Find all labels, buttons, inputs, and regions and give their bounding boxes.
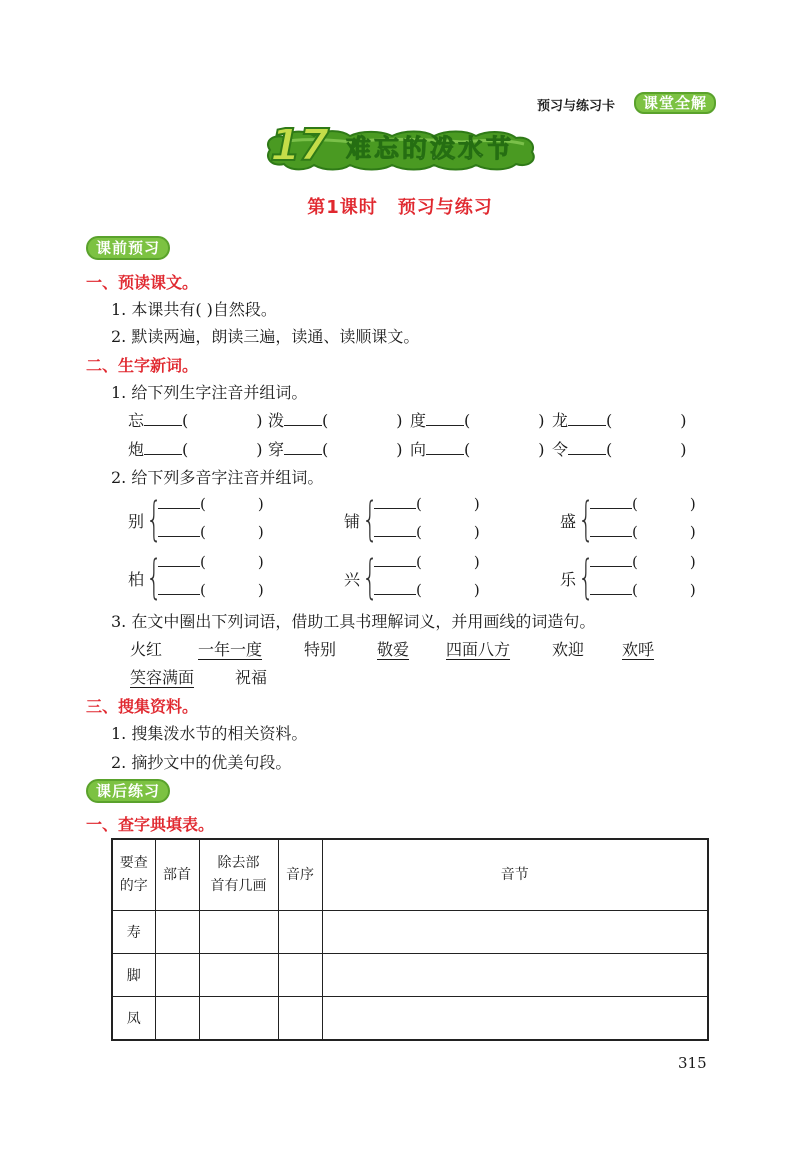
table-row <box>112 954 708 997</box>
poly-line: ( ) <box>374 494 480 513</box>
answer-blank[interactable] <box>158 552 200 567</box>
col-header: 音节 <box>322 839 708 911</box>
session-part2: 预习与练习 <box>397 197 493 218</box>
answer-blank[interactable] <box>426 411 464 426</box>
answer-cell[interactable] <box>155 954 199 997</box>
word-underlined: 敬爱 <box>377 640 410 659</box>
poly-line: ( ) <box>158 494 264 513</box>
poly-line: ( ) <box>590 494 696 513</box>
col-header-line: 除去部 <box>217 855 260 871</box>
s2-q1: 1. 给下列生字注音并组词。 <box>111 383 308 402</box>
section2-heading: 二、生字新词。 <box>86 356 199 375</box>
left-brace-icon: { <box>362 550 379 604</box>
header-label: 预习与练习卡 <box>537 99 616 114</box>
col-header: 音序 <box>278 839 322 911</box>
char: 度 <box>410 411 427 430</box>
answer-blank[interactable] <box>144 440 182 455</box>
answer-blank[interactable] <box>374 580 416 595</box>
left-brace-icon: { <box>578 550 595 604</box>
poly-char: 柏 <box>128 570 145 589</box>
answer-cell[interactable] <box>199 911 278 954</box>
poly-char: 盛 <box>560 512 577 531</box>
answer-cell[interactable] <box>199 954 278 997</box>
s1-item-2: 2. 默读两遍，朗读三遍，读通、读顺课文。 <box>111 327 420 346</box>
answer-cell[interactable] <box>322 911 708 954</box>
poly-line: ( ) <box>590 522 696 541</box>
preview-badge: 课前预习 <box>86 236 170 260</box>
answer-blank[interactable] <box>590 580 632 595</box>
practice-badge: 课后练习 <box>86 779 170 803</box>
lesson-number: 17 <box>270 120 328 171</box>
word-underlined: 四面八方 <box>446 640 511 659</box>
pinyin-item: 泼 ( ) <box>268 411 403 430</box>
pinyin-item: 令 ( ) <box>552 440 687 459</box>
pinyin-item: 忘 ( ) <box>128 411 263 430</box>
section1-heading: 一、预读课文。 <box>86 273 199 292</box>
poly-char: 乐 <box>560 570 577 589</box>
poly-char: 兴 <box>344 570 361 589</box>
left-brace-icon: { <box>578 492 595 546</box>
s1-item-1: 1. 本课共有( )自然段。 <box>111 300 277 319</box>
word: 特别 <box>304 640 337 659</box>
row-char: 凤 <box>112 997 155 1041</box>
answer-blank[interactable] <box>374 494 416 509</box>
char: 泼 <box>268 411 285 430</box>
answer-blank[interactable] <box>284 411 322 426</box>
pinyin-item: 穿 ( ) <box>268 440 403 459</box>
row-char: 寿 <box>112 911 155 954</box>
section3-heading: 三、搜集资料。 <box>86 697 199 716</box>
char: 向 <box>410 440 427 459</box>
poly-line: ( ) <box>590 552 696 571</box>
col-header-line: 首有几画 <box>210 878 267 894</box>
answer-blank[interactable] <box>374 552 416 567</box>
answer-blank[interactable] <box>144 411 182 426</box>
answer-cell[interactable] <box>278 911 322 954</box>
col-header <box>199 839 278 911</box>
poly-line: ( ) <box>374 522 480 541</box>
lesson-title: 难忘的泼水节 <box>346 134 515 163</box>
s2-q3: 3. 在文中圈出下列词语，借助工具书理解词义，并用画线的词造句。 <box>111 612 596 631</box>
s3-item-2: 2. 摘抄文中的优美句段。 <box>111 753 292 772</box>
table-row <box>112 997 708 1041</box>
col-header <box>112 839 155 911</box>
poly-line: ( ) <box>374 580 480 599</box>
session-part1: 第1课时 <box>307 197 378 218</box>
answer-cell[interactable] <box>199 997 278 1041</box>
answer-cell[interactable] <box>278 954 322 997</box>
answer-blank[interactable] <box>158 580 200 595</box>
table-header-row <box>112 839 708 911</box>
header-badge: 课堂全解 <box>634 92 716 114</box>
answer-blank[interactable] <box>568 440 606 455</box>
answer-blank[interactable] <box>158 522 200 537</box>
char: 忘 <box>128 411 145 430</box>
word-underlined: 一年一度 <box>198 640 263 659</box>
answer-blank[interactable] <box>374 522 416 537</box>
answer-cell[interactable] <box>278 997 322 1041</box>
poly-line: ( ) <box>374 552 480 571</box>
page-number: 315 <box>678 1054 707 1072</box>
dictionary-table <box>111 838 709 1041</box>
answer-blank[interactable] <box>590 522 632 537</box>
char: 龙 <box>552 411 569 430</box>
col-header: 部首 <box>155 839 199 911</box>
table-row <box>112 911 708 954</box>
s3-item-1: 1. 搜集泼水节的相关资料。 <box>111 724 308 743</box>
poly-char: 别 <box>128 512 145 531</box>
answer-cell[interactable] <box>155 997 199 1041</box>
answer-blank[interactable] <box>568 411 606 426</box>
poly-line: ( ) <box>158 580 264 599</box>
word: 祝福 <box>235 668 268 687</box>
left-brace-icon: { <box>146 550 163 604</box>
answer-cell[interactable] <box>322 954 708 997</box>
row-char: 脚 <box>112 954 155 997</box>
col-header-line: 要查 <box>119 855 148 871</box>
col-header-line: 的字 <box>119 878 148 894</box>
poly-line: ( ) <box>590 580 696 599</box>
answer-cell[interactable] <box>155 911 199 954</box>
answer-blank[interactable] <box>158 494 200 509</box>
word-underlined: 笑容满面 <box>130 668 195 687</box>
word-underlined: 欢呼 <box>622 640 655 659</box>
poly-line: ( ) <box>158 552 264 571</box>
pinyin-item: 向 ( ) <box>410 440 545 459</box>
char: 令 <box>552 440 569 459</box>
pinyin-item: 度 ( ) <box>410 411 545 430</box>
left-brace-icon: { <box>146 492 163 546</box>
answer-cell[interactable] <box>322 997 708 1041</box>
session-title <box>0 193 800 219</box>
answer-blank[interactable] <box>590 552 632 567</box>
pinyin-item: 炮 ( ) <box>128 440 263 459</box>
word: 欢迎 <box>552 640 585 659</box>
answer-blank[interactable] <box>284 440 322 455</box>
poly-char: 铺 <box>344 512 361 531</box>
section4-heading: 一、查字典填表。 <box>86 815 215 834</box>
poly-line: ( ) <box>158 522 264 541</box>
char: 穿 <box>268 440 285 459</box>
pinyin-item: 龙 ( ) <box>552 411 687 430</box>
s2-q2: 2. 给下列多音字注音并组词。 <box>111 468 324 487</box>
word: 火红 <box>130 640 163 659</box>
answer-blank[interactable] <box>426 440 464 455</box>
answer-blank[interactable] <box>590 494 632 509</box>
left-brace-icon: { <box>362 492 379 546</box>
char: 炮 <box>128 440 145 459</box>
